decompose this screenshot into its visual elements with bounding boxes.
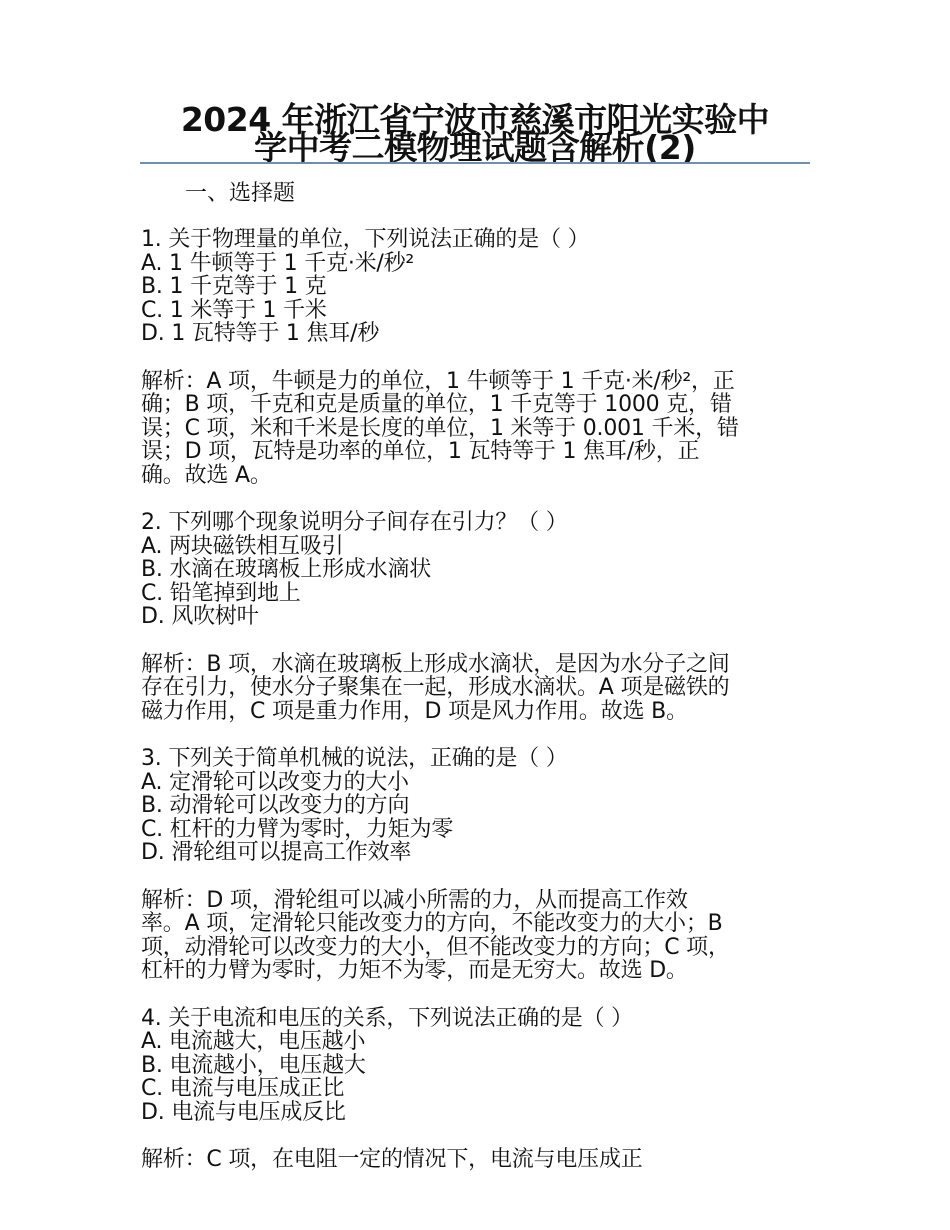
question-4 — [141, 1007, 809, 1125]
question-2 — [141, 511, 809, 629]
analysis-4 — [141, 1148, 809, 1172]
analysis-line: 磁力作用，C 项是重力作用，D 项是风力作用。故选 B。 — [141, 698, 688, 724]
option-b: B. 电流越小，电压越大 — [141, 1052, 366, 1078]
analysis-2 — [141, 653, 809, 724]
option-d: D. 滑轮组可以提高工作效率 — [141, 840, 412, 865]
option-a: A. 电流越大，电压越小 — [141, 1029, 366, 1054]
document-body — [141, 228, 809, 1196]
question-stem: 1. 关于物理量的单位，下列说法正确的是（ ） — [141, 227, 590, 252]
option-c: C. 铅笔掉到地上 — [141, 580, 301, 606]
analysis-line: 存在引力，使水分子聚集在一起，形成水滴状。A 项是磁铁的 — [141, 675, 730, 700]
analysis-1 — [141, 370, 809, 488]
option-b: B. 水滴在玻璃板上形成水滴状 — [141, 557, 432, 582]
analysis-line: 解析：D 项，滑轮组可以减小所需的力，从而提高工作效 — [141, 887, 688, 913]
analysis-line: 确。故选 A。 — [141, 462, 272, 488]
title-divider — [140, 162, 810, 164]
question-3 — [141, 747, 809, 865]
analysis-line: 杠杆的力臂为零时，力矩不为零，而是无穷大。故选 D。 — [141, 958, 688, 983]
section-heading: 一、选择题 — [185, 181, 296, 206]
option-b: B. 动滑轮可以改变力的方向 — [141, 793, 410, 818]
option-d: D. 风吹树叶 — [141, 604, 259, 629]
question-stem: 4. 关于电流和电压的关系，下列说法正确的是（ ） — [141, 1005, 633, 1031]
title-line: 2024 年浙江省宁波市慈溪市阳光实验中 — [180, 100, 770, 139]
analysis-line: 误；D 项，瓦特是功率的单位，1 瓦特等于 1 焦耳/秒，正 — [141, 439, 700, 464]
option-a: A. 两块磁铁相互吸引 — [141, 533, 344, 559]
option-d: D. 1 瓦特等于 1 焦耳/秒 — [141, 321, 380, 346]
analysis-3 — [141, 889, 809, 983]
option-c: C. 杠杆的力臂为零时，力矩为零 — [141, 816, 454, 842]
option-b: B. 1 千克等于 1 克 — [141, 274, 327, 299]
analysis-line: 误；C 项，米和千米是长度的单位，1 米等于 0.001 千米，错 — [141, 415, 739, 441]
option-c: C. 电流与电压成正比 — [141, 1076, 345, 1101]
option-a: A. 1 牛顿等于 1 千克·米/秒² — [141, 250, 415, 276]
analysis-line: 解析：C 项，在电阻一定的情况下，电流与电压成正 — [141, 1147, 643, 1172]
title-line: 学中考二模物理试题含解析(2) — [254, 128, 696, 167]
analysis-line: 项，动滑轮可以改变力的大小，但不能改变力的方向；C 项， — [141, 934, 730, 960]
document-title — [140, 100, 810, 167]
analysis-line: 确；B 项，千克和克是质量的单位，1 千克等于 1000 克，错 — [141, 392, 732, 417]
option-a: A. 定滑轮可以改变力的大小 — [141, 769, 409, 795]
option-c: C. 1 米等于 1 千米 — [141, 297, 327, 323]
analysis-line: 解析：B 项，水滴在玻璃板上形成水滴状，是因为水分子之间 — [141, 651, 730, 677]
question-stem: 2. 下列哪个现象说明分子间存在引力？（ ） — [141, 510, 568, 535]
analysis-line: 率。A 项，定滑轮只能改变力的方向，不能改变力的大小；B — [141, 911, 723, 936]
question-1 — [141, 228, 809, 346]
option-d: D. 电流与电压成反比 — [141, 1099, 346, 1125]
analysis-line: 解析：A 项，牛顿是力的单位，1 牛顿等于 1 千克·米/秒²，正 — [141, 368, 735, 394]
question-stem: 3. 下列关于简单机械的说法，正确的是（ ） — [141, 746, 568, 771]
